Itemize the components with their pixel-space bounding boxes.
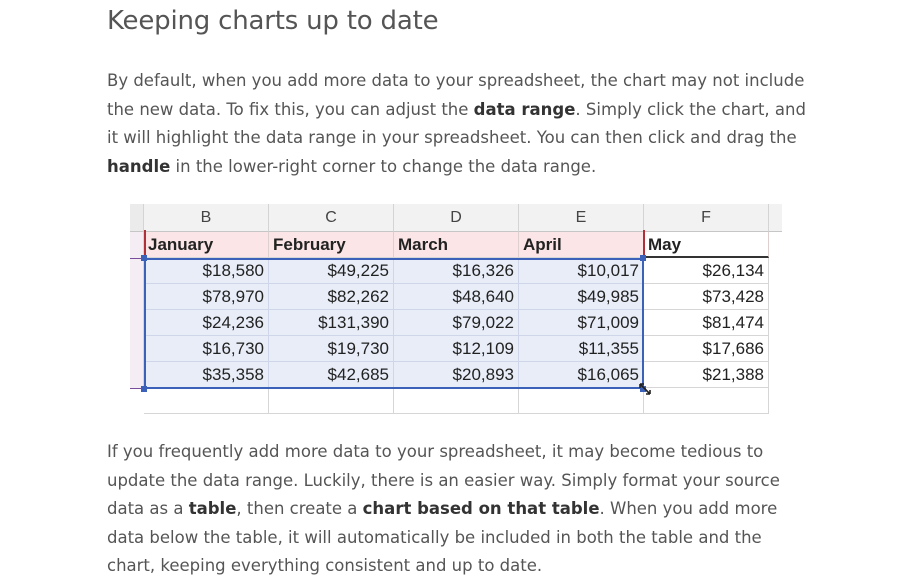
header-cell-may: May [644, 232, 769, 258]
para2-bold-table: table [188, 499, 237, 518]
corner-cell [130, 204, 144, 232]
cell-c2: $82,262 [269, 284, 394, 310]
empty-cell [644, 388, 769, 414]
para1-bold-handle: handle [107, 156, 171, 176]
selection-handle-bottom-left[interactable] [141, 386, 147, 392]
para2-text-2: , then create a [236, 499, 363, 518]
empty-cell [144, 388, 269, 414]
intro-paragraph [107, 67, 807, 181]
cell-d5: $20,893 [394, 362, 519, 388]
cell-f5: $21,388 [644, 362, 769, 388]
cell-e2: $49,985 [519, 284, 644, 310]
column-header-overflow [769, 204, 782, 232]
selection-handle-top-right[interactable] [640, 255, 646, 261]
para1-bold-data-range: data range [473, 99, 576, 119]
column-header-b: B [144, 204, 269, 232]
cell-f4: $17,686 [644, 336, 769, 362]
cell-c3: $131,390 [269, 310, 394, 336]
row-gutter-data [130, 258, 144, 389]
cell-d4: $12,109 [394, 336, 519, 362]
cell-e1: $10,017 [519, 258, 644, 284]
empty-cell [519, 388, 644, 414]
para2-bold-chart-based: chart based on that table [362, 499, 600, 518]
cell-b3: $24,236 [144, 310, 269, 336]
column-header-f: F [644, 204, 769, 232]
cell-e5: $16,065 [519, 362, 644, 388]
cell-b1: $18,580 [144, 258, 269, 284]
para1-text-2: . Simply click the chart, and it will highlight the data range in your spreadsheet. You can then click and drag the [107, 99, 806, 147]
column-header-d: D [394, 204, 519, 232]
para2-text-3: . When you add more data below the table, it will automatically be included in both the table and the chart, keeping everything consistent and up to date. [107, 499, 778, 575]
cell-e4: $11,355 [519, 336, 644, 362]
cell-d3: $79,022 [394, 310, 519, 336]
spreadsheet-screenshot [130, 204, 782, 413]
section-heading: Keeping charts up to date [107, 6, 439, 36]
column-header-e: E [519, 204, 644, 232]
para2-text-1: If you frequently add more data to your spreadsheet, it may become tedious to update the data range. Luckily, there is an easier way. Simply format your source data as a [107, 442, 780, 518]
column-header-c: C [269, 204, 394, 232]
cell-c4: $19,730 [269, 336, 394, 362]
empty-cell [394, 388, 519, 414]
cell-d1: $16,326 [394, 258, 519, 284]
tip-paragraph [107, 438, 807, 581]
cell-b2: $78,970 [144, 284, 269, 310]
cell-c5: $42,685 [269, 362, 394, 388]
cell-f3: $81,474 [644, 310, 769, 336]
cell-b4: $16,730 [144, 336, 269, 362]
header-cell-march: March [394, 232, 519, 258]
cell-d2: $48,640 [394, 284, 519, 310]
header-cell-january: January [144, 232, 269, 258]
header-cell-april: April [519, 232, 644, 258]
empty-cell [269, 388, 394, 414]
cell-c1: $49,225 [269, 258, 394, 284]
selection-handle-top-left[interactable] [141, 255, 147, 261]
cell-b5: $35,358 [144, 362, 269, 388]
resize-cursor-icon [638, 382, 652, 396]
cell-f1: $26,134 [644, 258, 769, 284]
cell-e3: $71,009 [519, 310, 644, 336]
header-cell-february: February [269, 232, 394, 258]
para1-text-1: By default, when you add more data to your spreadsheet, the chart may not include the new data. To fix this, you can adjust the [107, 71, 805, 119]
cell-f2: $73,428 [644, 284, 769, 310]
para1-text-3: in the lower-right corner to change the data range. [170, 156, 597, 176]
